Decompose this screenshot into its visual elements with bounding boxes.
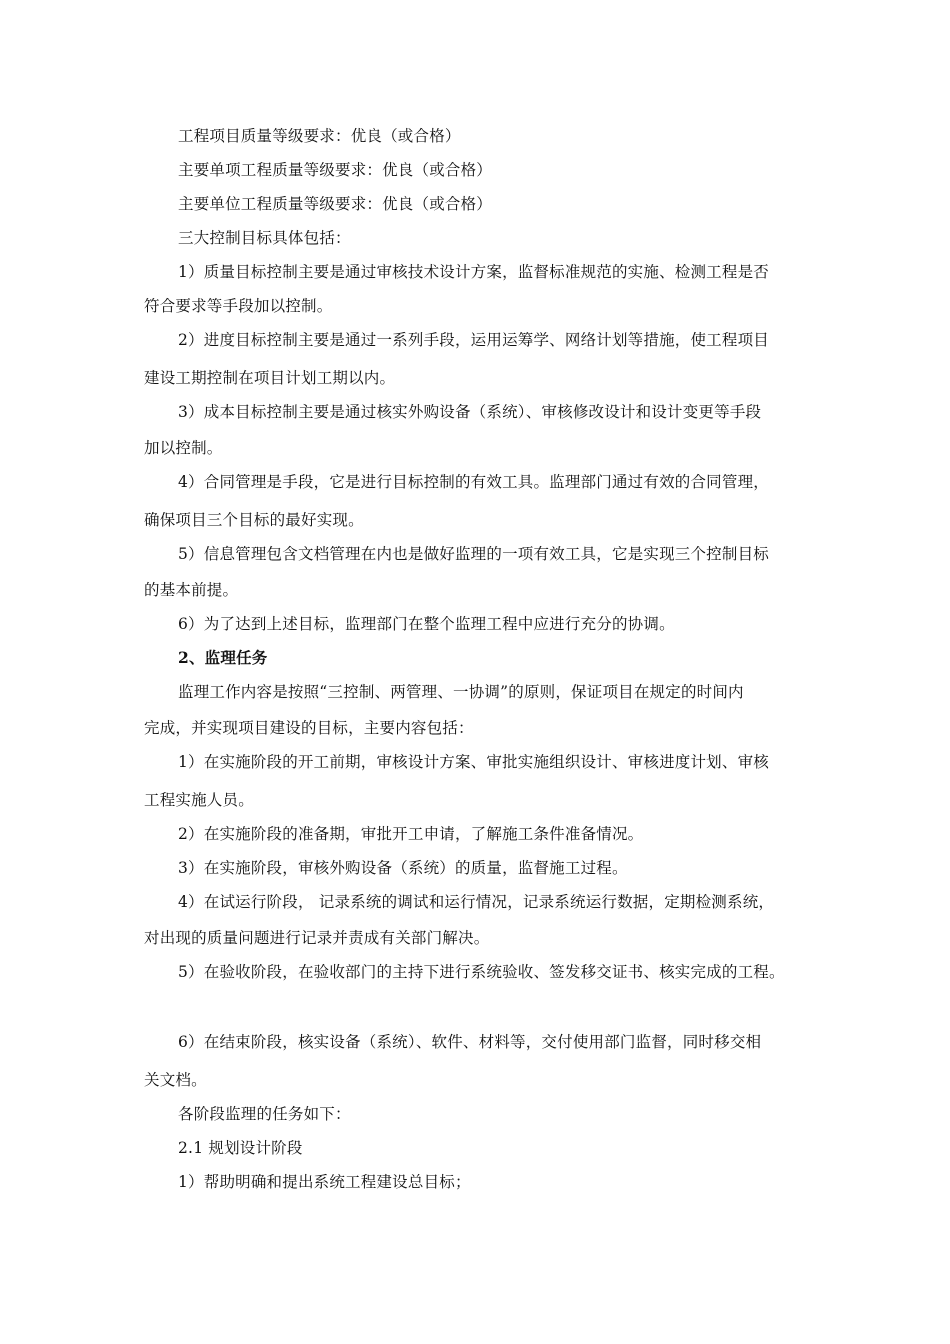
text-line: 1）质量目标控制主要是通过审核技术设计方案，监督标准规范的实施、检测工程是否 bbox=[178, 263, 769, 281]
text-line: 加以控制。 bbox=[144, 439, 223, 457]
text-line: 2）在实施阶段的准备期，审批开工申请，了解施工条件准备情况。 bbox=[178, 825, 644, 843]
text-line: 确保项目三个目标的最好实现。 bbox=[144, 511, 364, 529]
text-line: 的基本前提。 bbox=[144, 581, 239, 599]
text-line: 4）在试运行阶段， 记录系统的调试和运行情况，记录系统运行数据，定期检测系统， bbox=[178, 893, 775, 911]
text-line: 主要单位工程质量等级要求：优良（或合格） bbox=[178, 195, 493, 213]
text-line: 4）合同管理是手段，它是进行目标控制的有效工具。监理部门通过有效的合同管理， bbox=[178, 473, 769, 491]
text-line: 工程项目质量等级要求：优良（或合格） bbox=[178, 127, 461, 145]
text-line: 3）在实施阶段，审核外购设备（系统）的质量，监督施工过程。 bbox=[178, 859, 628, 877]
text-line: 对出现的质量问题进行记录并责成有关部门解决。 bbox=[144, 929, 490, 947]
text-line: 关文档。 bbox=[144, 1071, 207, 1089]
text-line: 1）在实施阶段的开工前期，审核设计方案、审批实施组织设计、审核进度计划、审核 bbox=[178, 753, 769, 771]
text-line: 主要单项工程质量等级要求：优良（或合格） bbox=[178, 161, 493, 179]
text-line: 2）进度目标控制主要是通过一系列手段，运用运筹学、网络计划等措施，使工程项目 bbox=[178, 331, 769, 349]
text-line: 各阶段监理的任务如下： bbox=[178, 1105, 351, 1123]
text-line: 3）成本目标控制主要是通过核实外购设备（系统）、审核修改设计和设计变更等手段 bbox=[178, 403, 762, 421]
text-line: 1）帮助明确和提出系统工程建设总目标； bbox=[178, 1173, 471, 1191]
text-line: 建设工期控制在项目计划工期以内。 bbox=[144, 369, 396, 387]
text-line: 6）在结束阶段，核实设备（系统）、软件、材料等，交付使用部门监督，同时移交相 bbox=[178, 1033, 762, 1051]
text-line: 监理工作内容是按照“三控制、两管理、一协调”的原则，保证项目在规定的时间内 bbox=[178, 683, 744, 701]
text-line: 5）在验收阶段，在验收部门的主持下进行系统验收、签发移交证书、核实完成的工程。 bbox=[178, 963, 785, 981]
text-line: 6）为了达到上述目标，监理部门在整个监理工程中应进行充分的协调。 bbox=[178, 615, 675, 633]
text-line: 工程实施人员。 bbox=[144, 791, 254, 809]
subsection-heading: 2.1 规划设计阶段 bbox=[178, 1139, 303, 1157]
text-line: 完成，并实现项目建设的目标，主要内容包括： bbox=[144, 719, 474, 737]
text-line: 5）信息管理包含文档管理在内也是做好监理的一项有效工具，它是实现三个控制目标 bbox=[178, 545, 769, 563]
text-line: 符合要求等手段加以控制。 bbox=[144, 297, 333, 315]
text-line: 三大控制目标具体包括： bbox=[178, 229, 351, 247]
section-heading: 2、监理任务 bbox=[178, 648, 268, 667]
